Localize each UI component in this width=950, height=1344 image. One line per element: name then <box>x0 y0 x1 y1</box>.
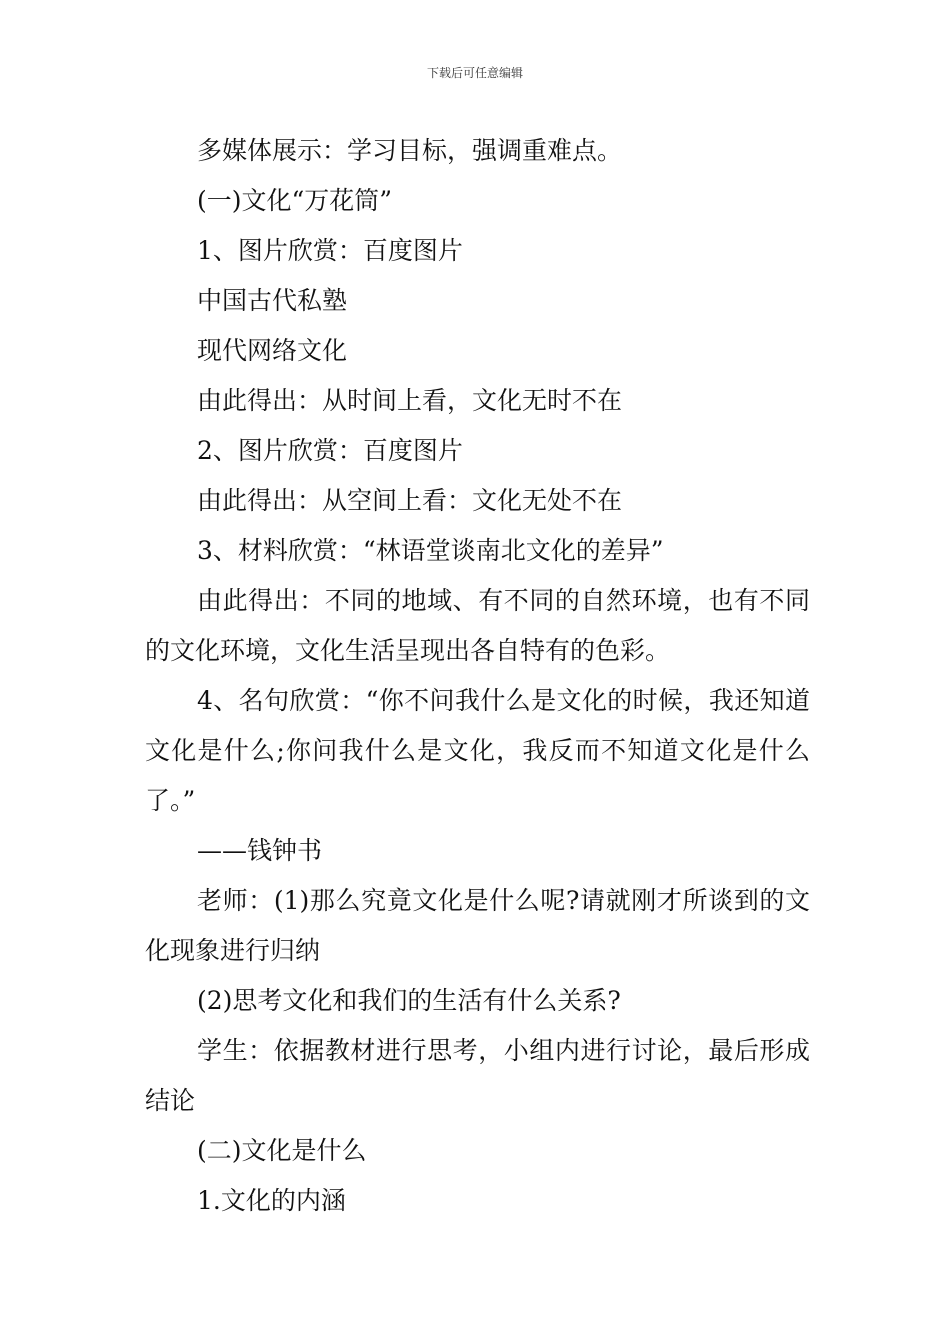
paragraph-quote: 4、名句欣赏：“你不问我什么是文化的时候，我还知道文化是什么;你问我什么是文化，我反而不知道文化是什么了。” <box>145 686 810 815</box>
page-header: 下载后可任意编辑 <box>426 66 523 80</box>
paragraph-ancient-school: 中国古代私塾 <box>197 286 348 315</box>
document-body <box>145 126 810 1226</box>
section-heading-what-is-culture: (二)文化是什么 <box>197 1136 367 1165</box>
paragraph-conclusion-time: 由此得出：从时间上看，文化无时不在 <box>197 386 623 415</box>
paragraph-multimedia: 多媒体展示：学习目标，强调重难点。 <box>197 136 623 165</box>
paragraph-student: 学生：依据教材进行思考，小组内进行讨论，最后形成结论 <box>145 1036 810 1115</box>
section-heading-kaleidoscope: (一)文化“万花筒” <box>197 186 393 215</box>
paragraph-teacher-question: 老师：(1)那么究竟文化是什么呢?请就刚才所谈到的文化现象进行归纳 <box>145 886 810 965</box>
paragraph-think-question: (2)思考文化和我们的生活有什么关系? <box>197 986 621 1015</box>
paragraph-material: 3、材料欣赏：“林语堂谈南北文化的差异” <box>197 536 664 565</box>
paragraph-culture-meaning: 1.文化的内涵 <box>197 1186 346 1215</box>
paragraph-picture-1: 1、图片欣赏：百度图片 <box>197 236 463 265</box>
paragraph-conclusion-space: 由此得出：从空间上看：文化无处不在 <box>197 486 623 515</box>
paragraph-picture-2: 2、图片欣赏：百度图片 <box>197 436 463 465</box>
paragraph-network-culture: 现代网络文化 <box>197 336 348 365</box>
paragraph-conclusion-region: 由此得出：不同的地域、有不同的自然环境，也有不同的文化环境，文化生活呈现出各自特有的色彩。 <box>145 586 810 665</box>
paragraph-quote-author: ——钱钟书 <box>197 836 323 865</box>
